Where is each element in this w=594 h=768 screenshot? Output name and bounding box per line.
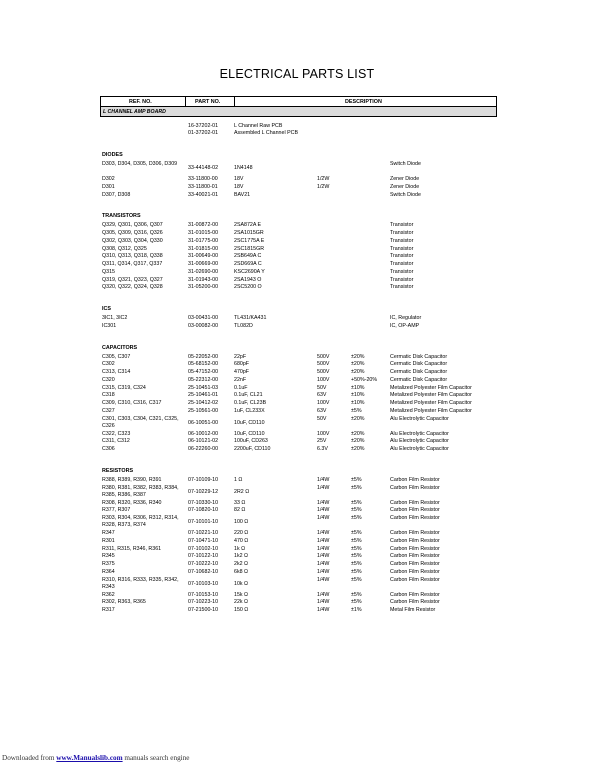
part-cell: 07-10102-10	[188, 545, 219, 552]
tolerance-cell: ±5%	[351, 576, 362, 583]
part-cell: 06-10051-00	[188, 419, 219, 426]
type-cell: Cermatic Disk Capacitor	[390, 369, 448, 375]
part-cell: 33-11800-01	[188, 183, 218, 190]
ref-cell: Q302, Q303, Q304, Q330	[102, 237, 163, 244]
ref-cell: Q329, Q301, Q306, Q307	[102, 222, 163, 229]
header-desc: DESCRIPTION	[345, 98, 382, 105]
tolerance-cell: ±20%	[351, 353, 365, 360]
rating-cell: 1/4W	[317, 530, 330, 536]
value-cell: 100uF, CD263	[234, 438, 268, 445]
part-cell: 25-10451-03	[188, 384, 219, 391]
rating-cell: 100V	[317, 400, 330, 406]
part-cell: 01-37202-01	[188, 130, 219, 137]
type-cell: Carbon Film Resistor	[390, 507, 440, 514]
part-cell: 31-00649-00	[188, 253, 219, 260]
tolerance-cell: ±20%	[351, 361, 365, 368]
value-cell: 0.1uF	[234, 384, 248, 391]
ref-cell: R311, R315, R346, R361	[102, 545, 162, 552]
ref-cell: C305, C307	[102, 353, 131, 360]
ref-cell: Q315	[102, 268, 115, 275]
section-title: ICS	[102, 306, 111, 312]
ref-cell: Q308, Q312, Q325	[102, 245, 147, 252]
value-cell: 2SC5200 O	[234, 284, 262, 291]
tolerance-cell: ±5%	[351, 530, 362, 536]
part-cell: 25-10461-01	[188, 392, 219, 399]
part-cell: 33-40021-01	[188, 191, 219, 198]
value-cell: 10k Ω	[234, 580, 248, 587]
type-cell: Transistor	[390, 237, 414, 244]
tolerance-cell: ±10%	[351, 392, 365, 399]
part-cell: 07-10330-10	[188, 499, 219, 506]
part-cell: 07-10223-10	[188, 599, 219, 606]
ref-cell: R308, R320, R336, R340	[102, 499, 162, 506]
value-cell: 1N4148	[234, 165, 253, 171]
ref-cell: D301	[102, 183, 115, 190]
ref-cell: C309, C310, C316, C317	[102, 400, 162, 406]
rating-cell: 1/4W	[317, 553, 330, 560]
tolerance-cell: ±5%	[351, 568, 362, 575]
value-cell: 33 Ω	[234, 499, 246, 506]
rating-cell: 50V	[317, 415, 327, 422]
type-cell: Metalized Polyester Film Capacitor	[390, 407, 472, 414]
parts-table	[100, 96, 497, 613]
ref-cell: Q320, Q322, Q324, Q328	[102, 284, 163, 291]
rating-cell: 500V	[317, 361, 330, 368]
type-cell: Alu Electrolytic Capacitor	[390, 430, 449, 437]
part-cell: 06-10121-02	[188, 438, 219, 445]
type-cell: Switch Diode	[390, 161, 421, 167]
ref-cell: D307, D308	[102, 191, 131, 198]
rating-cell: 1/4W	[317, 499, 330, 506]
part-cell: 31-00872-00	[188, 222, 219, 229]
value-cell: KSC2690A Y	[234, 268, 265, 275]
ref-cell: C301, C303, C304, C321, C325, C326	[102, 415, 179, 429]
type-cell: Carbon Film Resistor	[390, 515, 440, 521]
value-cell: 2SA1015GR	[234, 230, 264, 236]
type-cell: Metalized Polyester Film Capacitor	[390, 392, 472, 399]
part-cell: 05-22052-00	[188, 353, 219, 360]
part-cell: 07-10471-10	[188, 537, 219, 544]
value-cell: 18V	[234, 176, 244, 182]
value-cell: 2SA872A E	[234, 222, 262, 229]
ref-cell: R345	[102, 553, 115, 560]
ref-cell: R303, R304, R306, R312, R314, R328, R373, R374	[102, 515, 179, 529]
type-cell: Transistor	[390, 230, 414, 236]
tolerance-cell: ±5%	[351, 591, 362, 598]
type-cell: Transistor	[390, 284, 414, 291]
type-cell: Carbon Film Resistor	[390, 537, 440, 544]
value-cell: 6k8 Ω	[234, 568, 248, 575]
value-cell: 150 Ω	[234, 607, 249, 613]
value-cell: 2R2 Ω	[234, 488, 250, 495]
value-cell: 10uF, CD110	[234, 419, 265, 426]
value-cell: 2SA1943 O	[234, 276, 262, 283]
tolerance-cell: ±20%	[351, 415, 365, 422]
ref-cell: R377, R307	[102, 507, 131, 514]
ref-cell: R375	[102, 561, 115, 567]
rating-cell: 25V	[317, 438, 327, 445]
table-header	[100, 96, 497, 107]
rating-cell: 50V	[317, 384, 327, 391]
type-cell: Carbon Film Resistor	[390, 545, 440, 552]
value-cell: 470pF	[234, 369, 250, 375]
rating-cell: 6.3V	[317, 446, 328, 452]
part-cell: 33-44148-02	[188, 165, 219, 171]
type-cell: Metalized Polyester Film Capacitor	[390, 400, 472, 406]
value-cell: 10uF, CD110	[234, 430, 265, 437]
type-cell: Transistor	[390, 261, 414, 267]
part-cell: 06-10012-00	[188, 430, 219, 437]
value-cell: 1k2 Ω	[234, 553, 248, 560]
rating-cell: 63V	[317, 392, 327, 399]
board-title: L CHANNEL AMP BOARD	[103, 108, 166, 115]
ref-cell: R317	[102, 607, 115, 613]
ref-cell: C306	[102, 446, 115, 452]
manualslib-link[interactable]: www.Manualslib.com	[56, 754, 123, 762]
value-cell: 18V	[234, 183, 244, 190]
type-cell: Carbon Film Resistor	[390, 599, 440, 606]
tolerance-cell: ±1%	[351, 607, 362, 613]
section-title: TRANSISTORS	[102, 213, 141, 220]
type-cell: IC, OP-AMP	[390, 322, 420, 329]
value-cell: 15k Ω	[234, 591, 248, 598]
value-cell: 2SD669A C	[234, 261, 262, 267]
value-cell: TL431/KA431	[234, 315, 267, 321]
part-cell: 07-10109-10	[188, 476, 219, 483]
section-title: RESISTORS	[102, 467, 134, 474]
value-cell: 0.1uF, CL23B	[234, 400, 267, 406]
tolerance-cell: ±5%	[351, 484, 362, 491]
rating-cell: 1/4W	[317, 599, 330, 606]
part-cell: 31-01815-00	[188, 245, 219, 252]
part-cell: 31-05200-00	[188, 284, 219, 291]
type-cell: Carbon Film Resistor	[390, 568, 440, 575]
rating-cell: 1/2W	[317, 176, 330, 182]
value-cell: 100 Ω	[234, 519, 249, 525]
value-cell: 2200uF, CD110	[234, 446, 271, 452]
ref-cell: C320	[102, 376, 115, 383]
type-cell: Carbon Film Resistor	[390, 530, 440, 536]
part-cell: 05-47152-00	[188, 369, 219, 375]
ref-cell: C311, C312	[102, 438, 130, 445]
part-cell: 16-37202-01	[188, 122, 219, 129]
tolerance-cell: ±5%	[351, 515, 362, 521]
tolerance-cell: ±20%	[351, 369, 365, 375]
value-cell: 82 Ω	[234, 507, 246, 514]
tolerance-cell: ±5%	[351, 537, 362, 544]
rating-cell: 1/4W	[317, 515, 330, 521]
header-part: PART NO.	[195, 98, 221, 105]
type-cell: Cermatic Disk Capacitor	[390, 361, 448, 368]
ref-cell: C322, C323	[102, 430, 131, 437]
tolerance-cell: ±20%	[351, 446, 365, 452]
rating-cell: 1/4W	[317, 591, 330, 598]
ref-cell: R347	[102, 530, 115, 536]
type-cell: Carbon Film Resistor	[390, 476, 440, 483]
rating-cell: 1/4W	[317, 537, 330, 544]
type-cell: Transistor	[390, 276, 414, 283]
page-title: ELECTRICAL PARTS LIST	[219, 67, 375, 81]
tolerance-cell: ±10%	[351, 400, 365, 406]
value-cell: 22pF	[234, 353, 247, 360]
value-cell: 2k2 Ω	[234, 561, 248, 567]
tolerance-cell: ±5%	[351, 561, 362, 567]
rating-cell: 1/2W	[317, 183, 330, 190]
type-cell: Zener Diode	[390, 176, 420, 182]
value-cell: 680pF	[234, 361, 250, 368]
type-cell: Carbon Film Resistor	[390, 484, 440, 491]
value-cell: Assembled L Channel PCB	[234, 130, 298, 137]
value-cell: 0.1uF, CL21	[234, 392, 263, 399]
tolerance-cell: +50%-20%	[351, 376, 378, 383]
value-cell: 220 Ω	[234, 530, 249, 536]
rating-cell: 1/4W	[317, 568, 330, 575]
tolerance-cell: ±5%	[351, 545, 362, 552]
part-cell: 07-10153-10	[188, 591, 219, 598]
part-cell: 31-02690-00	[188, 268, 219, 275]
type-cell: Carbon Film Resistor	[390, 576, 440, 583]
type-cell: Carbon Film Resistor	[390, 561, 440, 567]
part-cell: 06-22260-00	[188, 446, 219, 452]
ref-cell: D302	[102, 176, 115, 182]
rating-cell: 500V	[317, 353, 330, 360]
ref-cell: C302	[102, 361, 115, 368]
value-cell: 2SB649A C	[234, 253, 262, 260]
type-cell: Alu Electrolytic Capacitor	[390, 438, 449, 445]
ref-cell: R301	[102, 537, 115, 544]
part-cell: 05-68152-00	[188, 361, 219, 368]
part-cell: 07-10221-10	[188, 530, 219, 536]
board-band	[100, 107, 497, 117]
value-cell: 22k Ω	[234, 599, 248, 606]
part-cell: 31-01015-00	[188, 230, 219, 236]
value-cell: 1uF, CL233X	[234, 407, 265, 414]
ref-cell: 3IC1, 3IC2	[102, 315, 128, 321]
rating-cell: 1/4W	[317, 576, 330, 583]
ref-cell: R362	[102, 591, 115, 598]
part-cell: 07-10101-10	[188, 519, 219, 525]
value-cell: TL082D	[234, 322, 253, 329]
type-cell: Transistor	[390, 245, 414, 252]
part-cell: 03-00431-00	[188, 315, 219, 321]
part-cell: 07-10122-10	[188, 553, 219, 560]
type-cell: Transistor	[390, 253, 414, 260]
tolerance-cell: ±20%	[351, 430, 365, 437]
type-cell: Transistor	[390, 268, 414, 275]
rating-cell: 100V	[317, 376, 330, 383]
type-cell: Carbon Film Resistor	[390, 591, 440, 598]
value-cell: 22nF	[234, 376, 247, 383]
part-cell: 05-22312-00	[188, 376, 219, 383]
value-cell: 470 Ω	[234, 537, 249, 544]
ref-cell: C313, C314	[102, 369, 131, 375]
ref-cell: D303, D304, D305, D306, D309	[102, 161, 178, 167]
value-cell: 2SC1775A E	[234, 237, 265, 244]
ref-cell: R380, R381, R382, R383, R384, R385, R386, R387	[102, 484, 179, 498]
type-cell: Cermatic Disk Capacitor	[390, 376, 448, 383]
ref-cell: C315, C319, C324	[102, 384, 146, 391]
part-cell: 31-01943-00	[188, 276, 219, 283]
type-cell: Carbon Film Resistor	[390, 553, 440, 560]
value-cell: 1k Ω	[234, 545, 246, 552]
footer	[2, 754, 189, 762]
section-title: DIODES	[102, 152, 123, 158]
part-cell: 25-10412-02	[188, 400, 219, 406]
part-cell: 31-00669-00	[188, 261, 219, 267]
value-cell: 2SC1815GR	[234, 245, 265, 252]
part-cell: 31-01775-00	[188, 237, 219, 244]
part-cell: 07-10229-12	[188, 488, 219, 495]
tolerance-cell: ±5%	[351, 507, 362, 514]
value-cell: 1 Ω	[234, 476, 243, 483]
ref-cell: R310, R316, R333, R335, R342, R343	[102, 576, 179, 590]
ref-cell: Q305, Q309, Q316, Q326	[102, 230, 163, 236]
type-cell: Transistor	[390, 222, 414, 229]
part-cell: 25-10561-00	[188, 407, 219, 414]
header-ref: REF. NO.	[129, 98, 152, 105]
type-cell: Metalized Polyester Film Capacitor	[390, 384, 472, 391]
type-cell: Alu Electrolytic Capacitor	[390, 415, 449, 422]
tolerance-cell: ±20%	[351, 438, 365, 445]
tolerance-cell: ±5%	[351, 407, 362, 414]
ref-cell: Q310, Q313, Q318, Q338	[102, 253, 163, 260]
section-title: CAPACITORS	[102, 344, 138, 351]
tolerance-cell: ±5%	[351, 476, 362, 483]
type-cell: Metal Film Resistor	[390, 607, 436, 613]
part-cell: 03-00082-00	[188, 322, 219, 329]
type-cell: Zener Diode	[390, 183, 420, 190]
part-cell: 07-10222-10	[188, 561, 219, 567]
type-cell: IC, Regulator	[390, 315, 422, 321]
ref-cell: Q311, Q314, Q317, Q337	[102, 261, 163, 267]
part-cell: 07-10103-10	[188, 580, 219, 587]
rating-cell: 500V	[317, 369, 330, 375]
ref-cell: C318	[102, 392, 115, 399]
part-cell: 07-21500-10	[188, 607, 219, 613]
part-cell: 07-10682-10	[188, 568, 219, 575]
rating-cell: 1/4W	[317, 476, 330, 483]
tolerance-cell: ±5%	[351, 499, 362, 506]
rating-cell: 1/4W	[317, 484, 330, 491]
tolerance-cell: ±5%	[351, 599, 362, 606]
type-cell: Cermatic Disk Capacitor	[390, 353, 448, 360]
footer-prefix: Downloaded from	[2, 754, 57, 762]
value-cell: BAV21	[234, 191, 251, 198]
part-cell: 33-11800-00	[188, 176, 218, 182]
ref-cell: IC301	[102, 322, 117, 329]
part-cell: 07-10820-10	[188, 507, 219, 514]
value-cell: L Channel Raw PCB	[234, 122, 283, 129]
rating-cell: 63V	[317, 407, 327, 414]
type-cell: Carbon Film Resistor	[390, 499, 440, 506]
tolerance-cell: ±5%	[351, 553, 362, 560]
rating-cell: 100V	[317, 430, 330, 437]
rating-cell: 1/4W	[317, 507, 330, 514]
ref-cell: R388, R389, R390, R391	[102, 476, 162, 483]
type-cell: Switch Diode	[390, 191, 421, 198]
rating-cell: 1/4W	[317, 561, 330, 567]
type-cell: Alu Electrolytic Capacitor	[390, 446, 449, 452]
ref-cell: R364	[102, 568, 115, 575]
footer-suffix: manuals search engine	[122, 754, 190, 762]
ref-cell: C327	[102, 407, 115, 414]
ref-cell: Q319, Q321, Q323, Q327	[102, 276, 163, 283]
rating-cell: 1/4W	[317, 545, 330, 552]
rating-cell: 1/4W	[317, 607, 330, 613]
tolerance-cell: ±10%	[351, 384, 365, 391]
ref-cell: R302, R363, R365	[102, 599, 146, 606]
